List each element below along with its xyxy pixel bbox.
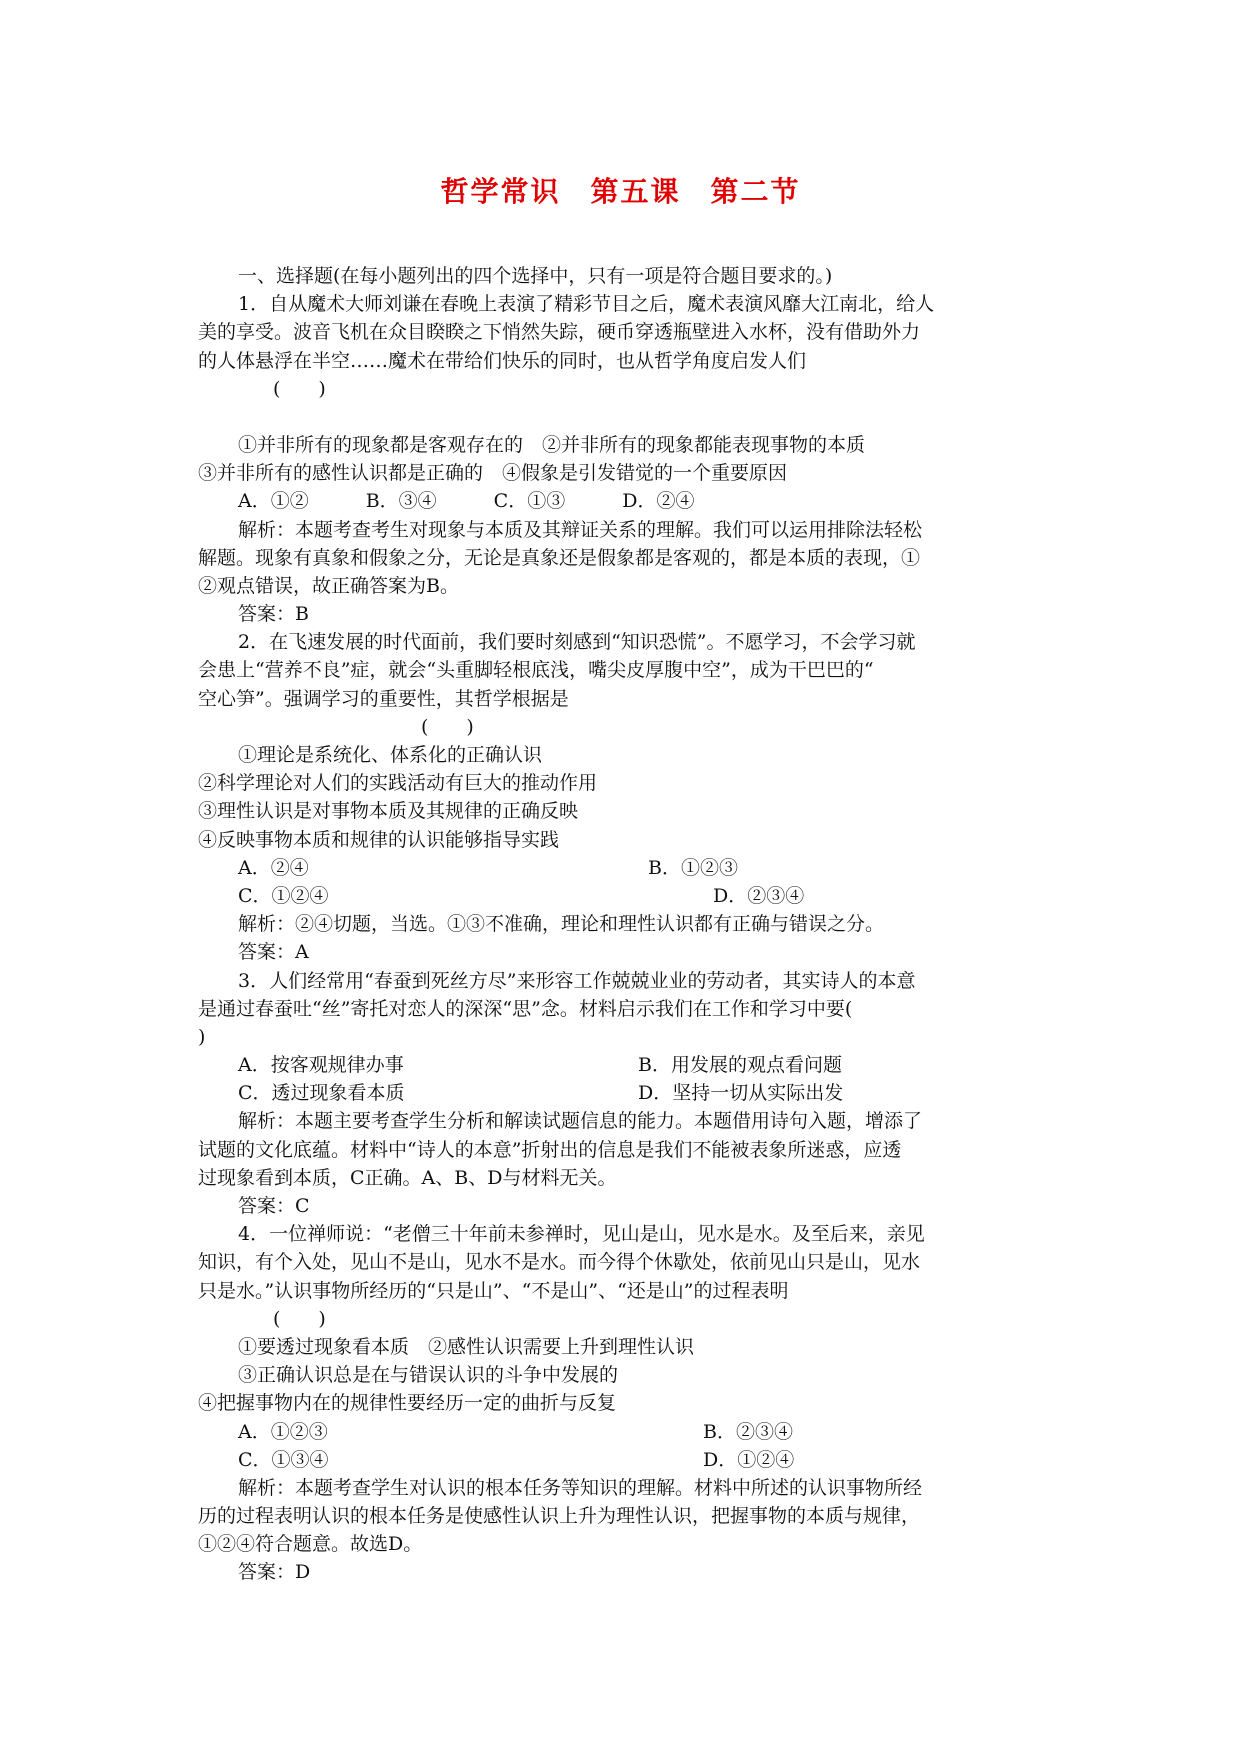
q4-choices-row bbox=[198, 1418, 1056, 1446]
q2-stem-line: 会患上“营养不良”症，就会“头重脚轻根底浅，嘴尖皮厚腹中空”，成为干巴巴的“ bbox=[198, 659, 874, 682]
q3-stem-line: 3．人们经常用“春蚕到死丝方尽”来形容工作兢兢业业的劳动者，其实诗人的本意 bbox=[238, 969, 916, 992]
spacer bbox=[198, 403, 1056, 431]
q1-analysis-line: 解题。现象有真象和假象之分，无论是真象还是假象都是客观的，都是本质的表现，① bbox=[198, 546, 921, 569]
q1-answer: 答案：B bbox=[238, 603, 309, 626]
q2-choice-a: A．②④ bbox=[238, 856, 309, 879]
q3-analysis-line: 过现象看到本质，C正确。A、B、D与材料无关。 bbox=[198, 1166, 617, 1189]
q4-stem-line: 知识，有个入处，见山不是山，见水不是水。而今得个休歇处，依前见山只是山，见水 bbox=[198, 1251, 921, 1274]
q1-choices: A．①② B．③④ C．①③ D．②④ bbox=[238, 490, 695, 513]
q4-analysis-line: 历的过程表明认识的根本任务是使感性认识上升为理性认识，把握事物的本质与规律， bbox=[198, 1505, 921, 1528]
q2-answer: 答案：A bbox=[238, 941, 309, 964]
q2-choice-d: D．②③④ bbox=[713, 884, 805, 907]
q2-statement: ②科学理论对人们的实践活动有巨大的推动作用 bbox=[198, 772, 598, 795]
q1-stem-line: 美的享受。波音飞机在众目睽睽之下悄然失踪，硬币穿透瓶壁进入水杯，没有借助外力 bbox=[198, 321, 921, 344]
q2-statement: ③理性认识是对事物本质及其规律的正确反映 bbox=[198, 800, 579, 823]
q3-analysis-line: 试题的文化底蕴。材料中“诗人的本意”折射出的信息是我们不能被表象所迷惑，应透 bbox=[198, 1138, 902, 1161]
q4-statement: ①要透过现象看本质 ②感性认识需要上升到理性认识 bbox=[238, 1335, 695, 1358]
q4-stem-line: 4．一位禅师说：“老僧三十年前未参禅时，见山是山，见水是水。及至后来，亲见 bbox=[238, 1223, 925, 1246]
q1-stem-line: 1．自从魔术大师刘谦在春晚上表演了精彩节目之后，魔术表演风靡大江南北，给人 bbox=[238, 293, 935, 316]
q3-answer: 答案：C bbox=[238, 1195, 310, 1217]
q4-analysis-line: 解析：本题考查学生对认识的根本任务等知识的理解。材料中所述的认识事物所经 bbox=[238, 1476, 923, 1499]
q4-analysis-line: ①②④符合题意。故选D。 bbox=[198, 1533, 423, 1556]
q3-analysis-line: 解析：本题主要考查学生分析和解读试题信息的能力。本题借用诗句入题，增添了 bbox=[238, 1110, 923, 1133]
q3-choice-c: C．透过现象看本质 bbox=[238, 1082, 405, 1105]
q3-choice-a: A．按客观规律办事 bbox=[238, 1054, 404, 1077]
q2-stem-line: 空心笋”。强调学习的重要性，其哲学根据是 bbox=[198, 687, 569, 710]
q3-choice-b: B．用发展的观点看问题 bbox=[638, 1054, 842, 1077]
q4-stem-line: 只是水。”认识事物所经历的“只是山”、“不是山”、“还是山”的过程表明 bbox=[198, 1279, 789, 1302]
q1-statements: ①并非所有的现象都是客观存在的 ②并非所有的现象都能表现事物的本质 bbox=[238, 433, 866, 456]
q1-stem-line: 的人体悬浮在半空……魔术在带给们快乐的同时，也从哲学角度启发人们 bbox=[198, 349, 807, 372]
q2-statement: ①理论是系统化、体系化的正确认识 bbox=[238, 744, 543, 766]
document-body bbox=[198, 262, 1056, 1587]
q4-choice-a: A．①②③ bbox=[238, 1420, 328, 1443]
q4-answer-blank: ( ) bbox=[273, 1307, 326, 1330]
q3-choices-row bbox=[198, 1051, 1056, 1079]
q4-choice-b: B．②③④ bbox=[703, 1420, 793, 1443]
q2-analysis-line: 解析：②④切题，当选。①③不准确，理论和理性认识都有正确与错误之分。 bbox=[238, 913, 885, 936]
q2-choices-row bbox=[198, 882, 1056, 910]
q2-statement: ④反映事物本质和规律的认识能够指导实践 bbox=[198, 828, 560, 851]
q4-statement: ④把握事物内在的规律性要经历一定的曲折与反复 bbox=[198, 1392, 617, 1415]
q4-choice-c: C．①③④ bbox=[238, 1448, 329, 1471]
q2-answer-blank: ( ) bbox=[421, 715, 474, 738]
q3-choice-d: D．坚持一切从实际出发 bbox=[638, 1082, 844, 1105]
q1-analysis-line: 解析：本题考查考生对现象与本质及其辩证关系的理解。我们可以运用排除法轻松 bbox=[238, 518, 923, 541]
q2-choices-row bbox=[198, 854, 1056, 882]
q4-choices-row bbox=[198, 1446, 1056, 1474]
q3-stem-line: 是通过春蚕吐“丝”寄托对恋人的深深“思”念。材料启示我们在工作和学习中要( bbox=[198, 997, 853, 1020]
q4-answer: 答案：D bbox=[238, 1561, 311, 1584]
q4-choice-d: D．①②④ bbox=[703, 1448, 795, 1471]
q2-choice-b: B．①②③ bbox=[648, 856, 738, 879]
q1-analysis-line: ②观点错误，故正确答案为B。 bbox=[198, 574, 459, 597]
q2-choice-c: C．①②④ bbox=[238, 884, 329, 907]
section-heading: 一、选择题(在每小题列出的四个选择中，只有一项是符合题目要求的。) bbox=[238, 265, 833, 287]
q1-statements: ③并非所有的感性认识都是正确的 ④假象是引发错觉的一个重要原因 bbox=[198, 462, 788, 485]
q4-statement: ③正确认识总是在与错误认识的斗争中发展的 bbox=[238, 1364, 619, 1387]
q3-choices-row bbox=[198, 1079, 1056, 1107]
q3-stem-line: ) bbox=[198, 1025, 206, 1048]
q2-stem-line: 2．在飞速发展的时代面前，我们要时刻感到“知识恐慌”。不愿学习，不会学习就 bbox=[238, 631, 916, 654]
page-title: 哲学常识 第五课 第二节 bbox=[440, 175, 801, 208]
q1-answer-blank: ( ) bbox=[273, 377, 326, 400]
